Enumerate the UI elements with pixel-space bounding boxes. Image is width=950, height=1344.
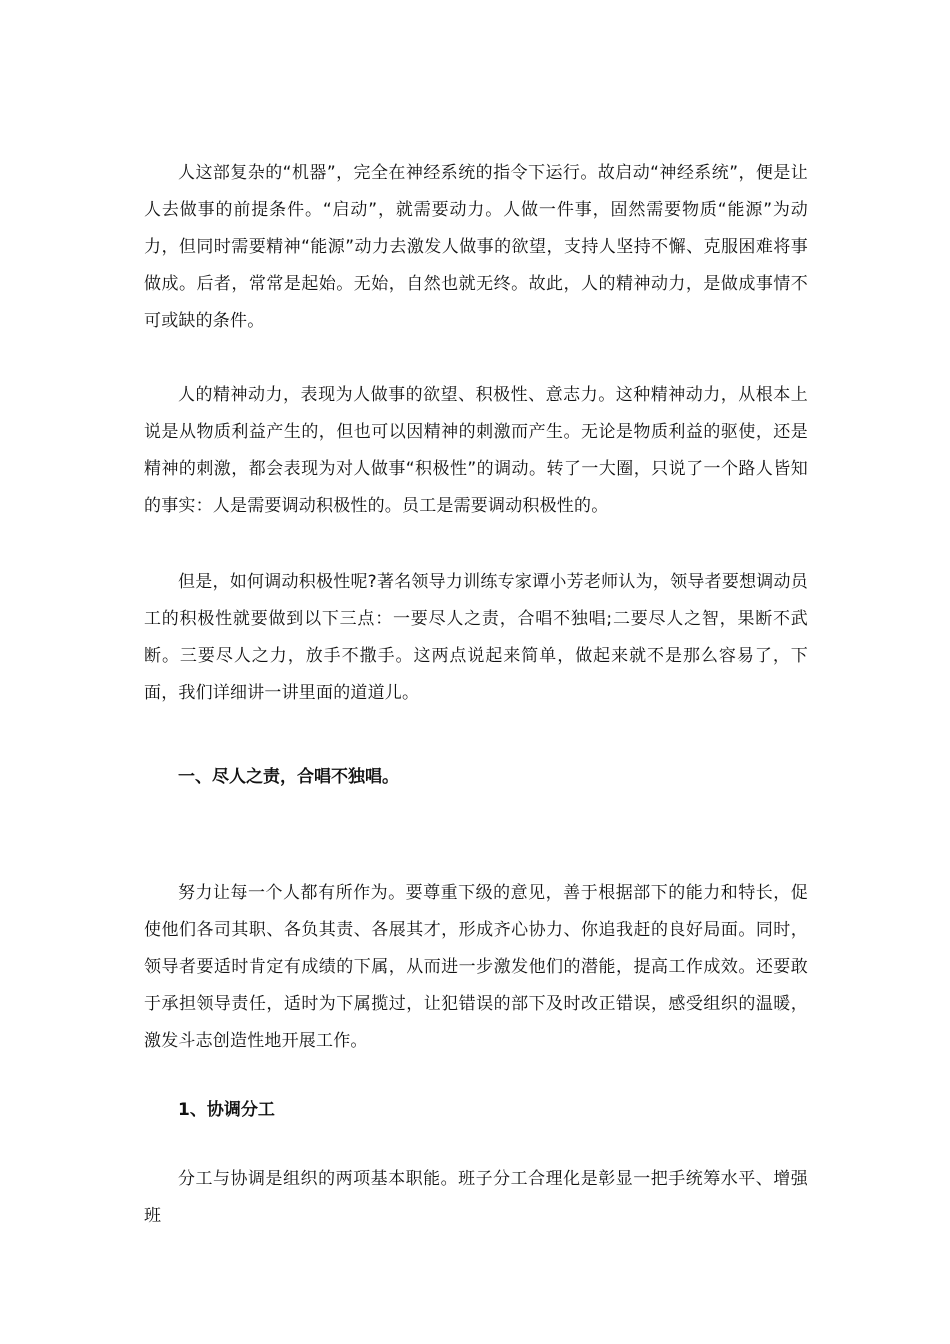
section-heading: 一、尽人之责，合唱不独唱。: [178, 767, 399, 787]
body-paragraph: 人这部复杂的“机器”，完全在神经系统的指令下运行。故启动“神经系统”，便是让人去做事的前提条件。“启动”，就需要动力。人做一件事，固然需要物质“能源”为动力，但同时需要精神“能源”动力去激发人做事的欲望，支持人坚持不懈、克服困难将事做成。后者，常常是起始。无始，自然也就无终。故此，人的精神动力，是做成事情不可或缺的条件。: [144, 163, 808, 331]
body-paragraph: 人的精神动力，表现为人做事的欲望、积极性、意志力。这种精神动力，从根本上说是从物质利益产生的，但也可以因精神的刺激而产生。无论是物质利益的驱使，还是精神的刺激，都会表现为对人做事“积极性”的调动。转了一大圈，只说了一个路人皆知的事实：人是需要调动积极性的。员工是需要调动积极性的。: [144, 385, 808, 516]
body-paragraph: 但是，如何调动积极性呢?著名领导力训练专家谭小芳老师认为，领导者要想调动员工的积极性就要做到以下三点：一要尽人之责，合唱不独唱;二要尽人之智，果断不武断。三要尽人之力，放手不撒手。这两点说起来简单，做起来就不是那么容易了，下面，我们详细讲一讲里面的道道儿。: [144, 572, 808, 703]
body-paragraph: 努力让每一个人都有所作为。要尊重下级的意见，善于根据部下的能力和特长，促使他们各司其职、各负其责、各展其才，形成齐心协力、你追我赶的良好局面。同时，领导者要适时肯定有成绩的下属，从而进一步激发他们的潜能，提高工作成效。还要敢于承担领导责任，适时为下属揽过，让犯错误的部下及时改正错误，感受组织的温暖，激发斗志创造性地开展工作。: [144, 883, 808, 1051]
subsection-heading: 1、协调分工: [178, 1100, 275, 1120]
body-paragraph: 分工与协调是组织的两项基本职能。班子分工合理化是彰显一把手统筹水平、增强班: [144, 1169, 808, 1226]
